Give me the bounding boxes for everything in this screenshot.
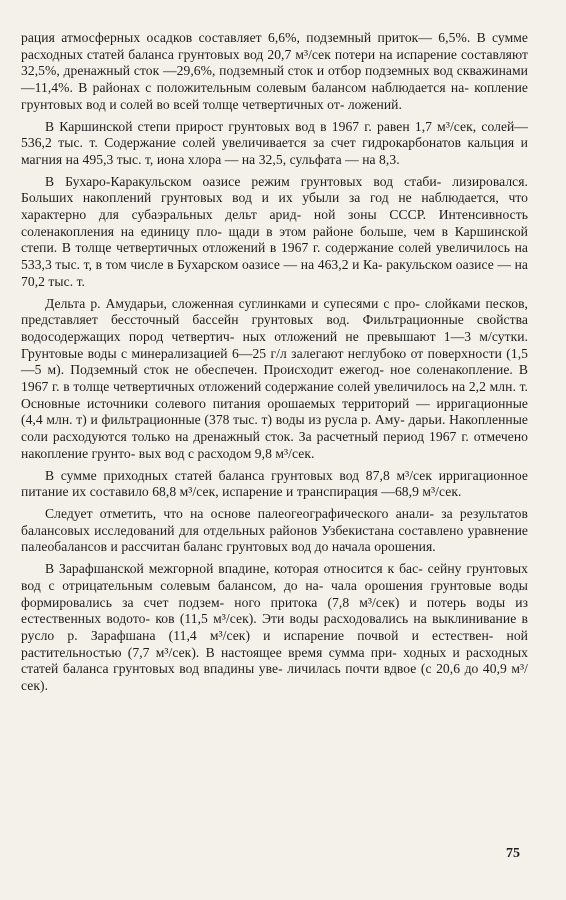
paragraph-4: Дельта р. Амударьи, сложенная суглинками и супесями с про- слойками песков, представляет бессточный бассейн грунтовых вод. Фильтрационные свойства водосодержащих пород четвертич- ных отложений не превышают 1—3 м/сутки. Грунтовые воды с минерализацией 6—25 г/л залегают неглубоко от поверхности (1,5—5 м). Подземный сток не обеспечен. Происходит ежегод- ное соленакопление. В 1967 г. в толще четвертичных отложений содержание солей увеличилось на 2,2 млн. т. Основные источники солевого питания орошаемых территорий — ирригационные (4,4 млн. т) и фильтрационные (378 тыс. т) воды из русла р. Аму- дарьи. Накопленные соли расходуются только на дренажный сток. За расчетный период 1967 г. отмечено накопление грунто- вых вод с расходом 9,8 м³/сек. — [21, 295, 528, 461]
paragraph-3: В Бухаро-Каракульском оазисе режим грунтовых вод стаби- лизировался. Больших накоплений грунтовых вод и их убыли за год не наблюдается, что характерно для субаэральных дельт арид- ной зоны СССР. Интенсивность соленакопления на единицу пло- щади в этом районе больше, чем в Каршинской степи. В толще четвертичных отложений в 1967 г. содержание солей увеличилось на 533,3 тыс. т, в том числе в Бухарском оазисе — на 463,2 и Ка- ракульском оазисе — на 70,2 тыс. т. — [21, 173, 528, 289]
page-number: 75 — [506, 846, 520, 861]
paragraph-1: рация атмосферных осадков составляет 6,6%, подземный приток— 6,5%. В сумме расходных статей баланса грунтовых вод 20,7 м³/сек потери на испарение составляют 32,5%, дренажный сток —29,6%, подземный сток и отбор подземных вод скважинами —11,4%. В районах с положительным солевым балансом наблюдается на- копление грунтовых вод и солей во всей толще четвертичных от- ложений. — [21, 30, 528, 112]
paragraph-2: В Каршинской степи прирост грунтовых вод в 1967 г. равен 1,7 м³/сек, солей—536,2 тыс. т. Содержание солей увеличивается за счет гидрокарбонатов кальция и магния на 495,3 тыс. т, иона хлора — на 32,5, сульфата — на 8,3. — [21, 118, 528, 167]
paragraph-5: В сумме приходных статей баланса грунтовых вод 87,8 м³/сек ирригационное питание их составило 68,8 м³/сек, испарение и транспирация —68,9 м³/сек. — [21, 467, 528, 500]
paragraph-6: Следует отметить, что на основе палеогеографического анали- за результатов балансовых исследований для отдельных районов Узбекистана составлено уравнение палеобалансов и рассчитан баланс грунтовых вод до начала орошения. — [21, 505, 528, 555]
paragraph-7: В Зарафшанской межгорной впадине, которая относится к бас- сейну грунтовых вод с отрицательным солевым балансом, до на- чала орошения грунтовые воды формировались за счет подзем- ного притока (7,8 м³/сек) и потерь воды из естественных водото- ков (11,5 м³/сек). Эти воды расходовались на выклинивание в русло р. Зарафшана (11,4 м³/сек) и испарение почвой и естествен- ной растительностью (7,7 м³/сек). В настоящее время сумма при- ходных и расходных статей баланса грунтовых вод впадины уве- личилась почти вдвое (с 20,6 до 40,9 м³/сек). — [21, 561, 528, 694]
